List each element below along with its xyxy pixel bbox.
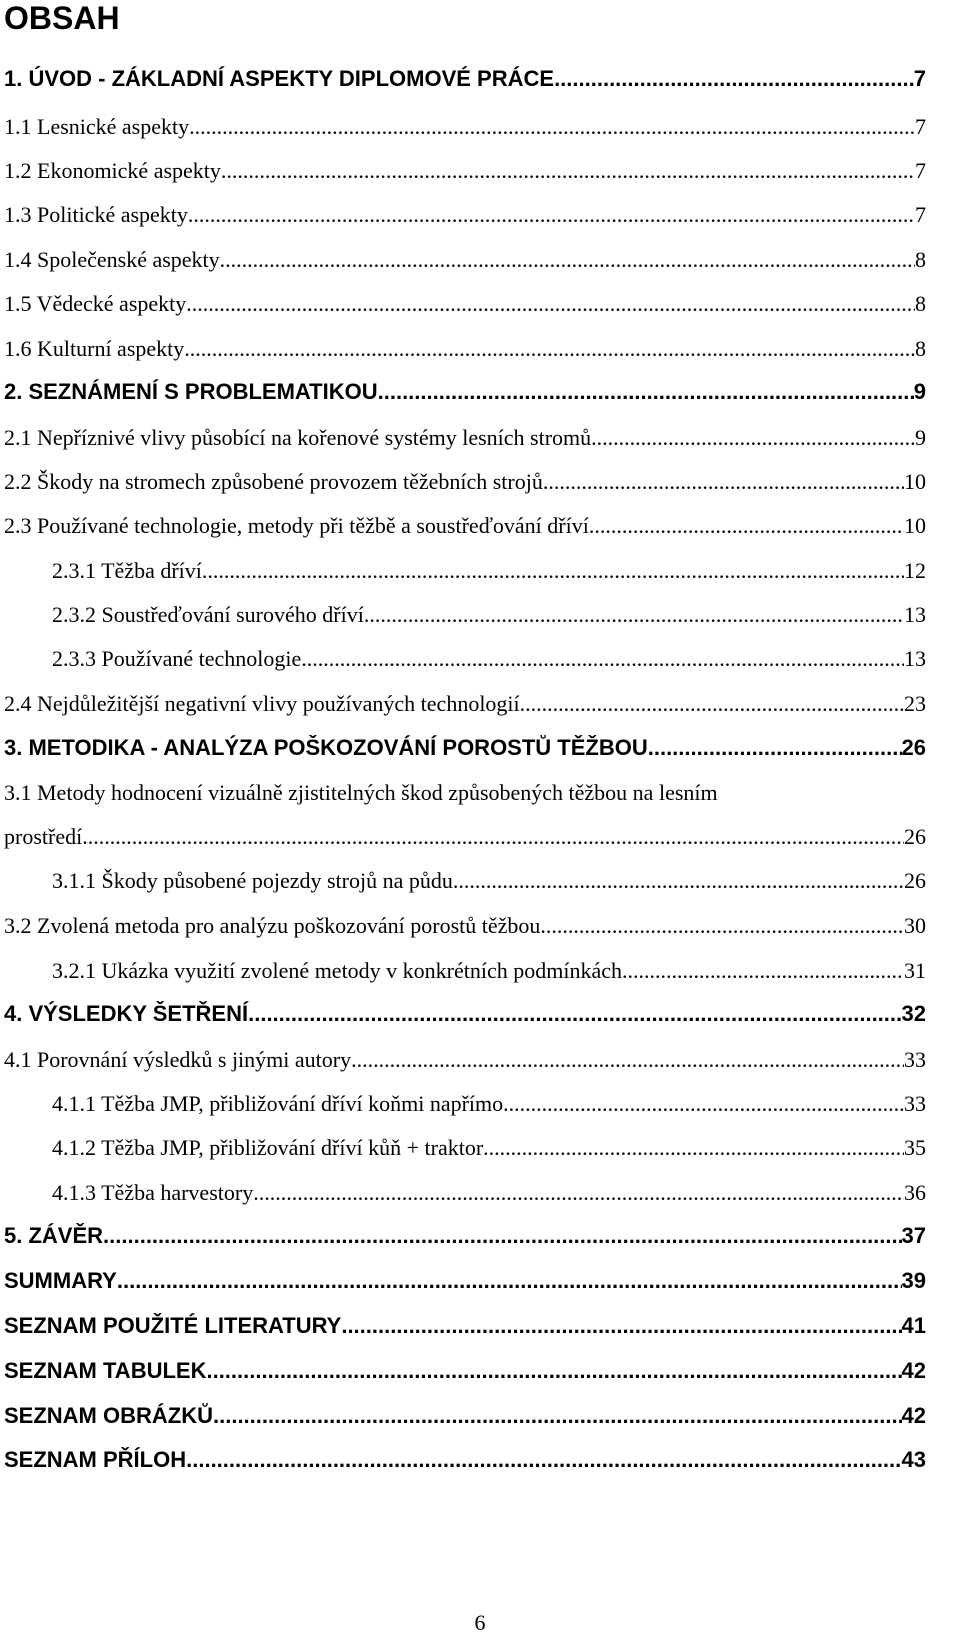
toc-entry-page: 42 xyxy=(901,1358,926,1383)
dot-leader xyxy=(253,1180,904,1206)
dot-leader xyxy=(82,824,904,850)
toc-entry[interactable] xyxy=(4,66,926,92)
toc-entry-page: 30 xyxy=(904,913,926,938)
toc-entry-page: 13 xyxy=(904,602,926,627)
toc-entry-label: 2.1 Nepříznivé vlivy působící na kořenové systémy lesních stromů xyxy=(4,425,592,450)
dot-leader xyxy=(206,1358,901,1384)
toc-entry[interactable] xyxy=(52,602,926,628)
dot-leader xyxy=(117,1268,902,1294)
toc-entry-label: 1.3 Politické aspekty xyxy=(4,202,188,227)
dot-leader xyxy=(213,1403,902,1429)
toc-entry-label: 1.6 Kulturní aspekty xyxy=(4,336,185,361)
toc-entry[interactable] xyxy=(4,469,926,495)
dot-leader xyxy=(520,691,904,717)
dot-leader xyxy=(103,1223,901,1249)
toc-entry[interactable] xyxy=(4,735,926,761)
toc-entry-page: 9 xyxy=(915,425,926,450)
toc-entry[interactable] xyxy=(4,247,926,273)
dot-leader xyxy=(341,1313,901,1339)
page-title: OBSAH xyxy=(4,0,120,36)
toc-entry-page: 35 xyxy=(904,1135,926,1160)
toc-entry-page: 12 xyxy=(904,558,926,583)
toc-entry-label: 4.1.1 Těžba JMP, přibližování dříví koňmi napřímo xyxy=(52,1091,504,1116)
toc-entry-label: 3. METODIKA - ANALÝZA POŠKOZOVÁNÍ POROSTŮ TĚŽBOU xyxy=(4,735,648,760)
toc-entry[interactable] xyxy=(52,1091,926,1117)
dot-leader xyxy=(503,1091,904,1117)
toc-entry[interactable] xyxy=(52,558,926,584)
dot-leader xyxy=(188,202,915,228)
toc-entry-page: 8 xyxy=(915,247,926,272)
toc-entry-page: 32 xyxy=(901,1001,926,1026)
toc-entry-page: 8 xyxy=(915,336,926,361)
toc-entry-label: 1.1 Lesnické aspekty xyxy=(4,114,190,139)
page-number: 6 xyxy=(474,1610,486,1635)
toc-entry-page: 43 xyxy=(901,1447,926,1472)
toc-entry-page: 10 xyxy=(904,469,926,494)
toc-entry-label: 1.2 Ekonomické aspekty xyxy=(4,158,221,183)
toc-entry[interactable] xyxy=(4,1313,926,1339)
toc-entry[interactable] xyxy=(52,1135,926,1161)
toc-entry-page: 10 xyxy=(904,513,926,538)
toc-entry-label: 2.3 Používané technologie, metody při těžbě a soustřeďování dříví xyxy=(4,513,589,538)
toc-entry-page: 39 xyxy=(901,1268,926,1293)
dot-leader xyxy=(189,114,915,140)
toc-entry-page: 37 xyxy=(901,1223,926,1248)
dot-leader xyxy=(543,469,904,495)
dot-leader xyxy=(248,1001,901,1027)
toc-entry[interactable] xyxy=(4,1268,926,1294)
dot-leader xyxy=(591,425,915,451)
toc-entry-label: 4.1.2 Těžba JMP, přibližování dříví kůň + traktor xyxy=(52,1135,484,1160)
toc-entry-label: 1. ÚVOD - ZÁKLADNÍ ASPEKTY DIPLOMOVÉ PRÁCE xyxy=(4,66,555,91)
toc-entry[interactable] xyxy=(4,1047,926,1073)
toc-entry[interactable] xyxy=(4,691,926,717)
toc-entry[interactable] xyxy=(4,1001,926,1027)
toc-entry-label: 2.3.2 Soustřeďování surového dříví xyxy=(52,602,364,627)
toc-entry[interactable] xyxy=(4,114,926,140)
toc-entry-label: 2.3.3 Používané technologie xyxy=(52,646,302,671)
toc-entry-page: 9 xyxy=(913,379,926,404)
dot-leader xyxy=(648,735,902,761)
toc-entry[interactable] xyxy=(4,291,926,317)
dot-leader xyxy=(453,868,904,894)
toc-entry[interactable] xyxy=(4,1447,926,1473)
toc-entry[interactable] xyxy=(4,158,926,184)
toc-entry[interactable] xyxy=(52,868,926,894)
dot-leader xyxy=(220,247,915,273)
toc-entry[interactable] xyxy=(4,379,926,405)
toc-entry[interactable] xyxy=(4,336,926,362)
toc-entry-label: 1.5 Vědecké aspekty xyxy=(4,291,187,316)
toc-entry-label: 2.4 Nejdůležitější negativní vlivy používaných technologií xyxy=(4,691,520,716)
dot-leader xyxy=(378,379,914,405)
toc-entry-label: SEZNAM TABULEK xyxy=(4,1358,207,1383)
toc-entry-label: 2.2 Škody na stromech způsobené provozem těžebních strojů xyxy=(4,469,543,494)
toc-entry-label-continuation: prostředí xyxy=(4,824,83,849)
toc-entry-page: 42 xyxy=(901,1403,926,1428)
toc-entry-label: 4.1 Porovnání výsledků s jinými autory xyxy=(4,1047,352,1072)
toc-entry-label: 1.4 Společenské aspekty xyxy=(4,247,220,272)
toc-entry-page: 31 xyxy=(904,958,926,983)
toc-entry-page: 7 xyxy=(915,202,926,227)
toc-entry[interactable] xyxy=(52,958,926,984)
dot-leader xyxy=(301,646,904,672)
dot-leader xyxy=(351,1047,904,1073)
toc-entry[interactable] xyxy=(4,1403,926,1429)
toc-entry-label: 3.2 Zvolená metoda pro analýzu poškozování porostů těžbou xyxy=(4,913,541,938)
dot-leader xyxy=(184,336,915,362)
toc-entry[interactable] xyxy=(4,824,926,850)
toc-entry-page: 33 xyxy=(904,1091,926,1116)
toc-entry[interactable] xyxy=(52,646,926,672)
toc-entry-label: 4. VÝSLEDKY ŠETŘENÍ xyxy=(4,1001,249,1026)
toc-entry-page: 8 xyxy=(915,291,926,316)
dot-leader xyxy=(554,66,914,92)
toc-entry-label: 4.1.3 Těžba harvestory xyxy=(52,1180,254,1205)
toc-entry-label: 2. SEZNÁMENÍ S PROBLEMATIKOU xyxy=(4,379,378,404)
toc-entry-label: SUMMARY xyxy=(4,1268,117,1293)
dot-leader xyxy=(186,1447,901,1473)
toc-entry-label: 2.3.1 Těžba dříví xyxy=(52,558,202,583)
dot-leader xyxy=(202,558,904,584)
toc-entry[interactable] xyxy=(4,513,926,539)
toc-entry-page: 26 xyxy=(901,735,926,760)
toc-entry-page: 26 xyxy=(904,824,926,849)
dot-leader xyxy=(186,291,915,317)
dot-leader xyxy=(589,513,904,539)
dot-leader xyxy=(622,958,904,984)
toc-entry[interactable] xyxy=(4,913,926,939)
toc-entry-page: 41 xyxy=(901,1313,926,1338)
toc-entry-label[interactable]: 3.1 Metody hodnocení vizuálně zjistitelných škod způsobených těžbou na lesním xyxy=(4,780,718,805)
toc-entry-page: 13 xyxy=(904,646,926,671)
toc-entry-page: 7 xyxy=(915,114,926,139)
toc-entry[interactable] xyxy=(4,1223,926,1249)
toc-entry-page: 7 xyxy=(913,66,926,91)
toc-entry-page: 23 xyxy=(904,691,926,716)
toc-entry[interactable] xyxy=(4,425,926,451)
dot-leader xyxy=(540,913,904,939)
toc-entry-page: 36 xyxy=(904,1180,926,1205)
toc-entry-label: SEZNAM PŘÍLOH xyxy=(4,1447,187,1472)
toc-entry-page: 33 xyxy=(904,1047,926,1072)
dot-leader xyxy=(364,602,904,628)
toc-entry[interactable] xyxy=(4,202,926,228)
toc-entry-label: SEZNAM OBRÁZKŮ xyxy=(4,1403,213,1428)
toc-entry-page: 26 xyxy=(904,868,926,893)
dot-leader xyxy=(483,1135,904,1161)
toc-entry-label: 5. ZÁVĚR xyxy=(4,1223,104,1248)
toc-entry-label: 3.1.1 Škody působené pojezdy strojů na půdu xyxy=(52,868,453,893)
dot-leader xyxy=(221,158,915,184)
toc-entry-label: SEZNAM POUŽITÉ LITERATURY xyxy=(4,1313,342,1338)
toc-entry[interactable] xyxy=(4,1358,926,1384)
toc-entry-label: 3.2.1 Ukázka využití zvolené metody v konkrétních podmínkách xyxy=(52,958,623,983)
toc-entry-page: 7 xyxy=(915,158,926,183)
toc-entry[interactable] xyxy=(52,1180,926,1206)
